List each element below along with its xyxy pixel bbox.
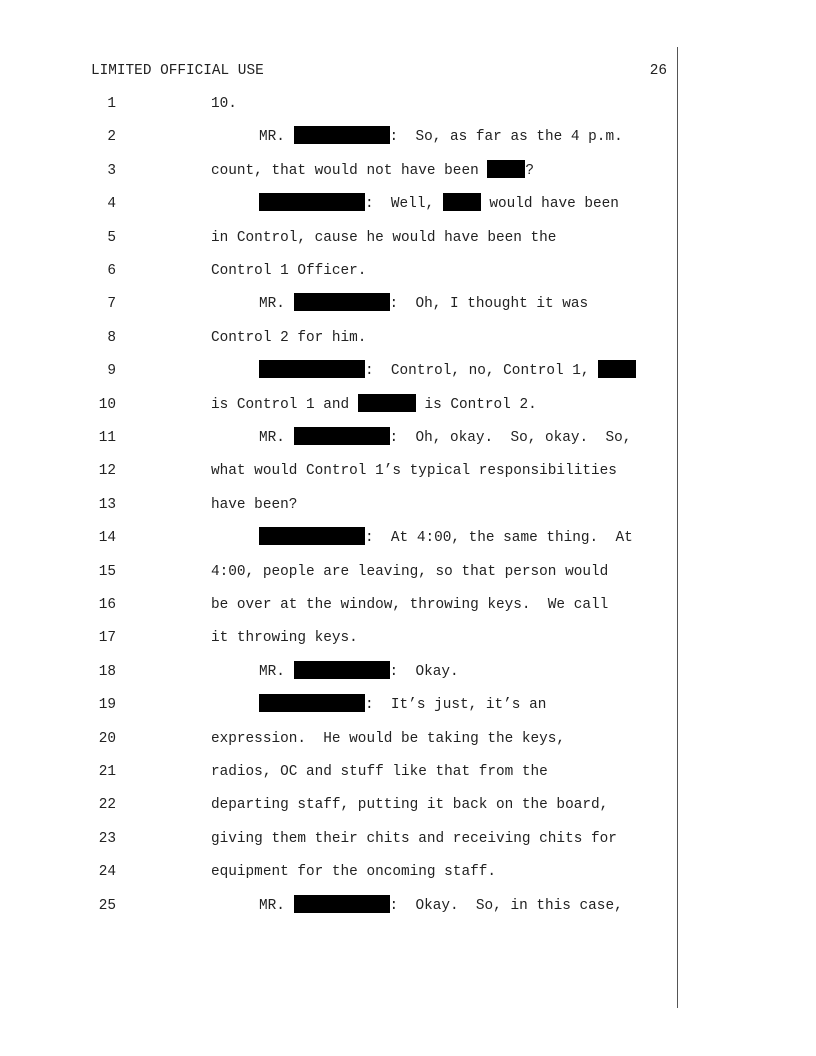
line-number: 21 [98,764,116,780]
transcript-line [0,494,816,516]
line-text [211,394,537,416]
text-segment: : Okay. [389,663,459,680]
redaction-block [294,293,390,311]
transcript-line [0,93,816,115]
text-segment: what would Control 1’s typical responsibilities [211,463,617,480]
transcript-line [0,193,816,215]
text-segment: MR. [259,129,294,146]
line-text [259,694,546,716]
line-text [259,126,623,148]
line-number: 9 [107,363,116,380]
line-number: 15 [98,563,116,580]
line-text [211,794,608,816]
text-segment: have been? [211,496,298,513]
line-text [211,728,565,750]
redaction-block [358,394,416,412]
line-text [211,594,608,616]
transcript-line [0,427,816,449]
line-text [211,561,608,583]
line-text [259,293,588,315]
line-number: 16 [98,597,116,613]
text-segment: : So, as far as the 4 p.m. [389,129,623,146]
text-segment: would have been [480,196,619,213]
line-number: 11 [98,430,116,446]
transcript-line [0,694,816,716]
redaction-block [294,661,390,679]
line-text [259,427,631,449]
redaction-block [598,360,636,378]
classification-header: LIMITED OFFICIAL USE [91,63,264,79]
transcript-line [0,861,816,883]
redaction-block [443,193,481,211]
transcript-line [0,260,816,282]
redaction-block [294,126,390,144]
text-segment: : Oh, okay. So, okay. So, [389,430,632,446]
line-text [259,360,636,382]
redaction-block [259,527,365,545]
text-segment: be over at the window, throwing keys. We call [211,597,609,613]
line-number: 23 [98,830,116,847]
line-number: 12 [98,463,116,480]
line-text [211,460,617,482]
transcript-line [0,661,816,683]
line-number: 19 [98,697,116,714]
redaction-block [487,160,525,178]
line-number: 24 [98,864,116,881]
transcript-line [0,126,816,148]
line-number: 17 [98,630,116,647]
redaction-block [259,694,365,712]
transcript-line [0,527,816,549]
text-segment: MR. [259,296,294,313]
line-number: 18 [98,663,116,680]
text-segment: 4:00, people are leaving, so that person would [211,563,609,580]
line-text [211,227,556,249]
line-number: 8 [107,329,116,346]
line-number: 1 [107,96,116,112]
text-segment: : It’s just, it’s an [365,697,547,714]
text-segment: MR. [259,663,294,680]
line-text [211,861,496,883]
line-number: 2 [107,129,116,146]
text-segment: radios, OC and stuff like that from the [211,764,548,780]
page-number: 26 [649,63,667,79]
line-text [259,193,619,215]
line-number: 7 [107,296,116,313]
line-number: 14 [98,530,116,547]
text-segment: is Control 2. [415,396,537,413]
transcript-line [0,561,816,583]
transcript-line [0,327,816,349]
line-text [211,828,617,850]
text-segment: departing staff, putting it back on the board, [211,797,609,814]
line-number: 20 [98,730,116,747]
transcript-line [0,794,816,816]
transcript-line [0,828,816,850]
text-segment: : At 4:00, the same thing. At [365,530,633,547]
transcript-line [0,594,816,616]
line-text [211,761,548,783]
line-text [211,93,237,115]
text-segment: giving them their chits and receiving chits for [211,830,617,847]
transcript-line [0,728,816,750]
text-segment: : Okay. So, in this case, [389,897,623,914]
transcript-line [0,293,816,315]
transcript-line [0,160,816,182]
text-segment: count, that would not have been [211,162,488,179]
text-segment: Control 2 for him. [211,329,367,346]
text-segment: ? [525,162,534,179]
transcript-line [0,227,816,249]
line-text [259,661,459,683]
text-segment: : Control, no, Control 1, [365,363,599,380]
line-text [211,260,366,282]
line-number: 22 [98,797,116,814]
line-number: 3 [107,162,116,179]
line-text [211,627,358,649]
line-number: 25 [98,897,116,914]
redaction-block [259,193,365,211]
text-segment: in Control, cause he would have been the [211,229,557,246]
redaction-block [294,427,390,445]
line-text [211,494,297,516]
transcript-line [0,627,816,649]
line-text [211,160,534,182]
text-segment: expression. He would be taking the keys, [211,730,566,747]
line-number: 6 [107,263,116,279]
text-segment: equipment for the oncoming staff. [211,864,496,881]
text-segment: MR. [259,430,294,446]
transcript-line [0,761,816,783]
transcript-line [0,360,816,382]
text-segment: Control 1 Officer. [211,263,367,279]
redaction-block [294,895,390,913]
line-number: 4 [107,196,116,213]
transcript-line [0,394,816,416]
text-segment: 10. [211,96,237,112]
line-text [211,327,366,349]
text-segment: MR. [259,897,294,914]
line-number: 13 [98,496,116,513]
text-segment: : Well, [365,196,443,213]
line-text [259,527,633,549]
text-segment: : Oh, I thought it was [389,296,589,313]
line-text [259,895,623,917]
redaction-block [259,360,365,378]
text-segment: is Control 1 and [211,396,358,413]
line-number: 5 [107,229,116,246]
text-segment: it throwing keys. [211,630,358,647]
transcript-line [0,895,816,917]
transcript-line [0,460,816,482]
line-number: 10 [98,396,116,413]
